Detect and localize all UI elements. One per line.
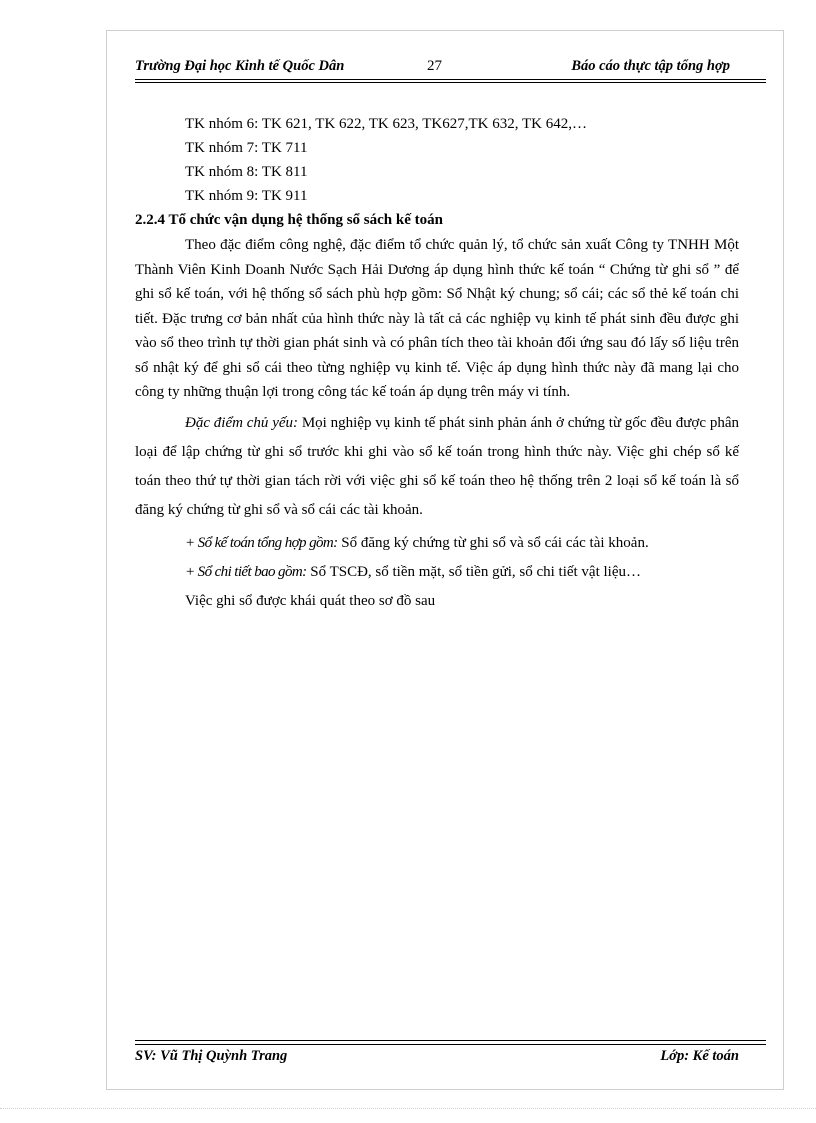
footer-student: SV: Vũ Thị Quỳnh Trang [135,1048,288,1064]
bullet-general-ledger [135,529,739,558]
bullet-detail-ledger [135,558,739,587]
tk-group-line: TK nhóm 9: TK 911 [185,188,308,204]
bullet-general-ledger-label: + Sổ kế toán tổng hợp gồm: [185,534,338,551]
features-label: Đặc điểm chủ yếu: [185,414,299,431]
paragraph-features [135,409,739,525]
page-bottom-divider [0,1108,816,1109]
header-school: Trường Đại học Kinh tế Quốc Dân [135,58,345,74]
bullet-general-ledger-text: Sổ đăng ký chứng từ ghi sổ và sổ cái các tài khoản. [337,534,649,551]
bullet-detail-ledger-text: Sổ TSCĐ, sổ tiền mặt, sổ tiền gửi, sổ chi tiết vật liệu… [306,563,642,580]
page-body [135,112,739,616]
tk-group-line: TK nhóm 6: TK 621, TK 622, TK 623, TK627,TK 632, TK 642,… [185,116,587,132]
paragraph-intro-text: Theo đặc điểm công nghệ, đặc điểm tổ chức quản lý, tổ chức sản xuất Công ty TNHH Một Thành Viên Kinh Doanh Nước Sạch Hải Dương áp dụng hình thức kế toán “ Chứng từ ghi sổ ” để ghi sổ kế toán, với hệ thống sổ sách phù hợp gồm: Sổ Nhật ký chung; sổ cái; các sổ thẻ kế toán chi tiết. Đặc trưng cơ bản nhất của hình thức này là tất cả các nghiệp vụ kinh tế phát sinh đều được ghi vào sổ theo trình tự thời gian phát sinh và có phân tích theo tài khoản đối ứng sau đó lấy số liệu trên sổ nhật ký để ghi sổ cái theo từng nghiệp vụ kinh tế. Việc áp dụng hình thức này đã mang lại cho công ty những thuận lợi trong công tác kế toán áp dụng trên máy vi tính. [135,237,739,400]
features-text: Mọi nghiệp vụ kinh tế phát sinh phản ánh ở chứng từ gốc đều được phân loại để lập chứng từ ghi sổ trước khi ghi vào sổ kế toán trong hình thức này. Việc ghi chép sổ kế toán theo thứ tự thời gian tách rời với việc ghi sổ kế toán theo hệ thống trên 2 loại sổ kế toán là sổ đăng ký chứng từ ghi sổ và sổ cái các tài khoản. [135,414,739,518]
header-rule-top [135,79,766,80]
header-report-title: Báo cáo thực tập tổng hợp [571,58,730,74]
section-heading: 2.2.4 Tổ chức vận dụng hệ thống sổ sách kế toán [135,212,443,228]
footer-rule-bottom [135,1044,766,1045]
page-footer [135,1048,739,1068]
footer-class: Lớp: Kế toán [660,1048,739,1064]
tk-group-line: TK nhóm 8: TK 811 [185,164,308,180]
bullet-detail-ledger-label: + Sổ chi tiết bao gồm: [185,563,307,580]
footer-rule-top [135,1040,766,1041]
page-number: 27 [427,58,442,74]
header-rule-bottom [135,82,766,83]
tk-group-line: TK nhóm 7: TK 711 [185,140,308,156]
closing-line: Việc ghi sổ được khái quát theo sơ đồ sau [185,592,436,609]
paragraph-intro [135,233,739,405]
page-header [135,58,766,78]
